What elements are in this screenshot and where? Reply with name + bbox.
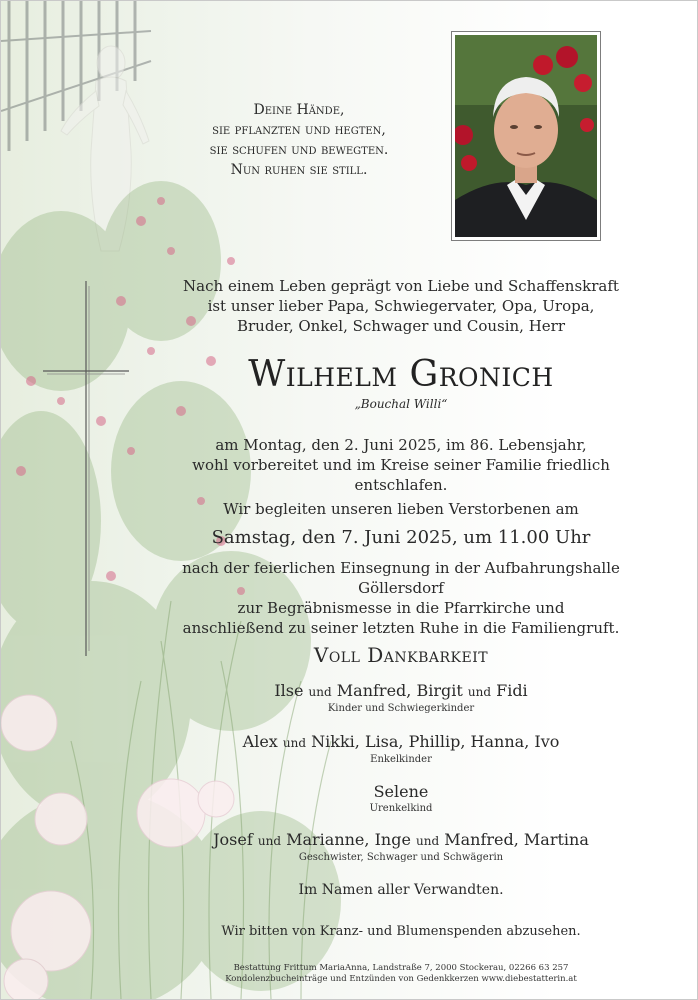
footer (161, 963, 641, 985)
accompany-text: Wir begleiten unseren lieben Verstorbenen am (223, 500, 579, 518)
poem-line: sie pflanzten und hegten, (212, 122, 386, 138)
deceased-name: Wilhelm Gronich (248, 354, 554, 395)
family-names (161, 732, 641, 753)
conjunction: und (467, 685, 491, 699)
family-name: Fidi (496, 681, 528, 700)
death-line: am Montag, den 2. Juni 2025, im 86. Lebensjahr, (215, 436, 587, 454)
family-names (161, 782, 641, 802)
ceremony-line: anschließend zu seiner letzten Ruhe in die Familiengruft. (182, 619, 620, 637)
family-name: Marianne, Inge (286, 830, 411, 849)
family-relation: Kinder und Schwiegerkinder (327, 703, 475, 714)
family-group (161, 830, 641, 865)
footer-line: Bestattung Frittum MariaAnna, Landstraße 7, 2000 Stockerau, 02266 63 257 (233, 963, 569, 973)
family-group (161, 782, 641, 816)
portrait-frame (451, 31, 601, 241)
footer-line: Kondolenzbucheinträge und Entzünden von Gedenkkerzen www.diebestatterin.at (225, 974, 577, 984)
intro-line: Nach einem Leben geprägt von Liebe und Schaffenskraft (183, 277, 619, 295)
poem-line: Nun ruhen sie still. (230, 162, 368, 178)
family-group (161, 681, 641, 716)
intro-line: Bruder, Onkel, Schwager und Cousin, Herr (236, 317, 566, 335)
family-name: Manfred, Birgit (336, 681, 463, 700)
conjunction: und (416, 834, 440, 848)
donation-note: Wir bitten von Kranz- und Blumenspenden abzusehen. (221, 924, 581, 939)
family-name: Selene (373, 782, 429, 801)
conjunction: und (308, 685, 332, 699)
intro-text (161, 276, 641, 336)
poem-line: Deine Hände, (253, 102, 345, 118)
conjunction: und (257, 834, 281, 848)
family-group (161, 732, 641, 767)
thanks-heading: Voll Dankbarkeit (313, 643, 489, 667)
closing-text: Im Namen aller Verwandten. (298, 882, 504, 898)
ceremony-line: zur Begräbnismesse in die Pfarrkirche und (237, 599, 565, 617)
poem (209, 100, 389, 180)
family-name: Josef (213, 830, 253, 849)
family-names (161, 681, 641, 702)
family-name: Nikki, Lisa, Phillip, Hanna, Ivo (311, 732, 560, 751)
family-name: Ilse (274, 681, 304, 700)
family-relation: Urenkelkind (369, 803, 433, 814)
conjunction: und (282, 736, 307, 750)
family-names (161, 830, 641, 851)
family-name: Alex (242, 732, 278, 751)
ceremony-line: nach der feierlichen Einsegnung in der Aufbahrungshalle Göllersdorf (182, 559, 620, 597)
intro-line: ist unser lieber Papa, Schwiegervater, Opa, Uropa, (207, 297, 595, 315)
poem-line: sie schufen und bewegten. (209, 142, 389, 158)
funeral-date: Samstag, den 7. Juni 2025, um 11.00 Uhr (211, 527, 591, 548)
family-relation: Enkelkinder (370, 754, 432, 765)
nickname: „Bouchal Willi“ (354, 397, 448, 411)
family-name: Manfred, Martina (444, 830, 589, 849)
ceremony-text (141, 558, 661, 638)
family-relation: Geschwister, Schwager und Schwägerin (298, 852, 504, 863)
cross-icon (41, 281, 131, 661)
death-notice (151, 435, 651, 495)
portrait-photo (455, 35, 597, 237)
death-line: wohl vorbereitet und im Kreise seiner Familie friedlich entschlafen. (192, 456, 610, 494)
